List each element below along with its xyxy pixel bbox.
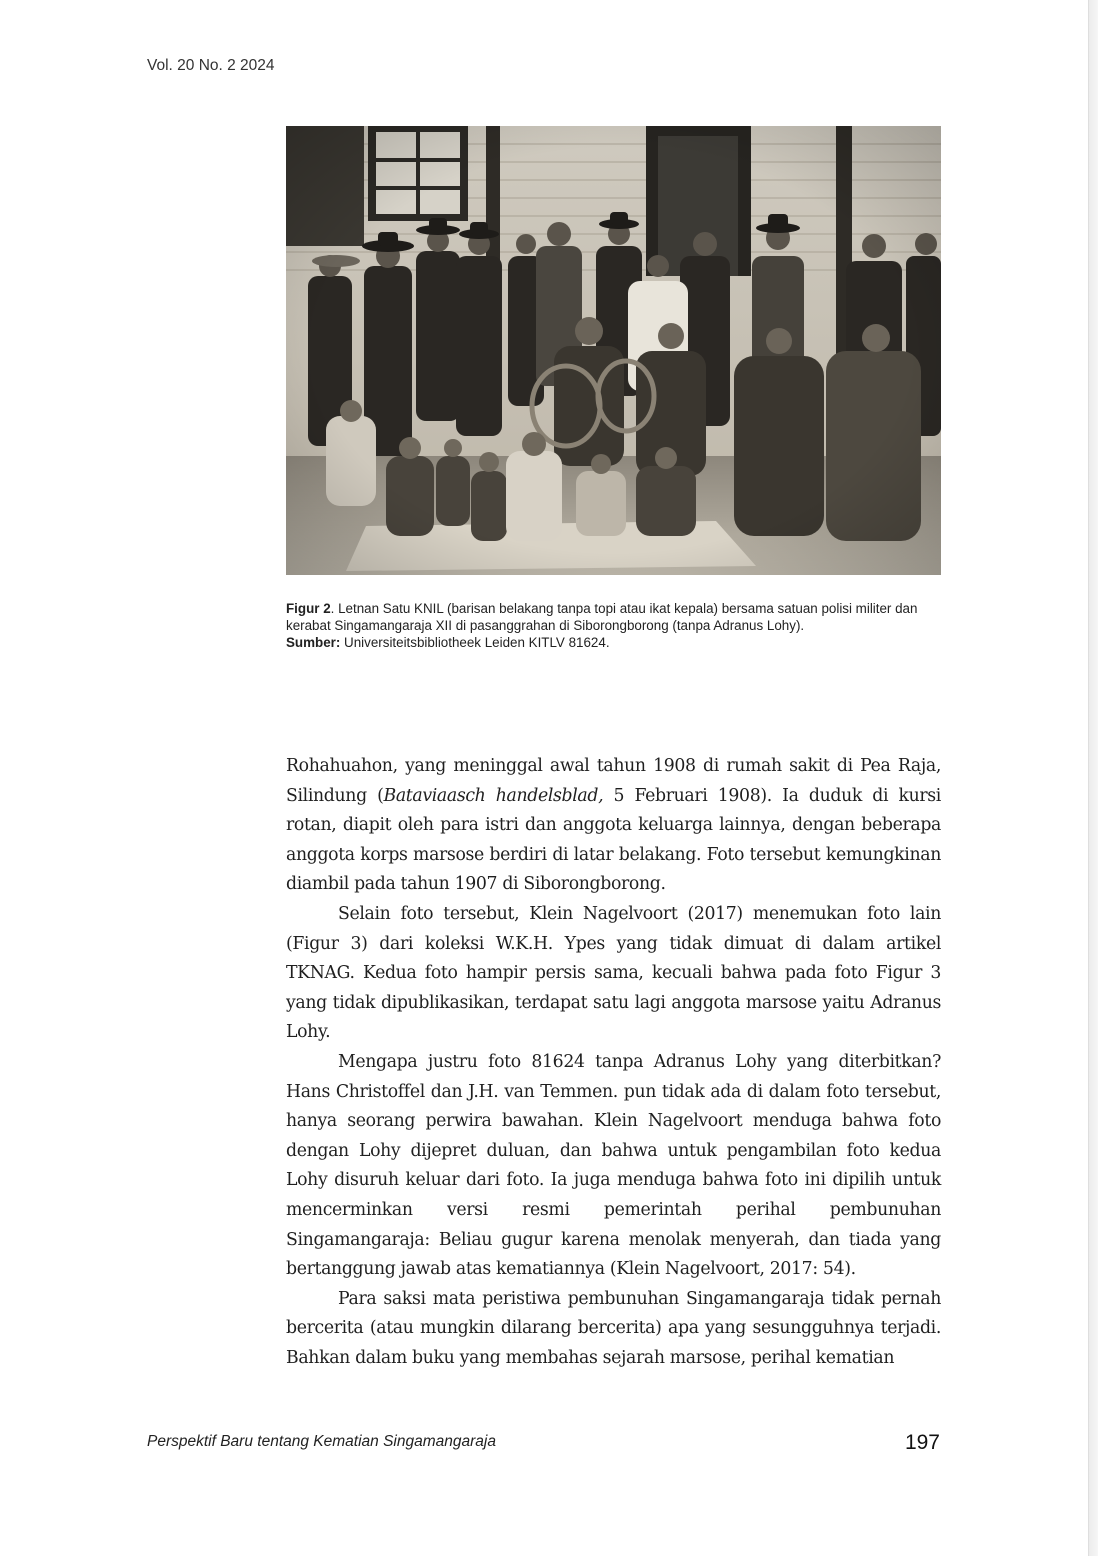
source-text: Universiteitsbibliotheek Leiden KITLV 81624. — [340, 635, 610, 650]
paragraph-1-text-a: Rohahuahon, yang meninggal awal tahun 1908 di rumah sakit di Pea Raja, Silindung ( — [286, 756, 941, 806]
newspaper-title: Bataviaasch handelsblad, — [383, 785, 604, 806]
figure-caption-text: . Letnan Satu KNIL (barisan belakang tanpa topi atau ikat kepala) bersama satuan polisi militer dan kerabat Singamangaraja XII di pasanggrahan di Siborongborong (tanpa Adranus Lohy). — [286, 601, 918, 633]
figure-label: Figur 2 — [286, 601, 331, 616]
running-footer: Perspektif Baru tentang Kematian Singamangaraja — [147, 1433, 496, 1450]
running-header: Vol. 20 No. 2 2024 — [147, 57, 275, 74]
figure-caption — [286, 600, 946, 651]
paragraph-2: Selain foto tersebut, Klein Nagelvoort (2017) menemukan foto lain (Figur 3) dari koleksi W.K.H. Ypes yang tidak dimuat di dalam artikel TKNAG. Kedua foto hampir persis sama, kecuali bahwa pada foto Figur 3 yang tidak dipublikasikan, terdapat satu lagi anggota marsose yaitu Adranus Lohy. — [286, 903, 941, 1043]
paragraph-4: Para saksi mata peristiwa pembunuhan Singamangaraja tidak pernah bercerita (atau mungkin dilarang bercerita) apa yang sesungguhnya terjadi. Bahkan dalam buku yang membahas sejarah marsose, perihal kematian — [286, 1288, 941, 1368]
paragraph-3: Mengapa justru foto 81624 tanpa Adranus Lohy yang diterbitkan? Hans Christoffel dan J.H. van Temmen. pun tidak ada di dalam foto tersebut, hanya seorang perwira bawahan. Klein Nagelvoort menduga bahwa foto dengan Lohy dijepret duluan, dan bahwa untuk pengambilan foto kedua Lohy disuruh keluar dari foto. Ia juga menduga bahwa foto ini dipilih untuk mencerminkan versi resmi pemerintah perihal pembunuhan Singamangaraja: Beliau gugur karena menolak menyerah, dan tiada yang bertanggung jawab atas kematiannya (Klein Nagelvoort, 2017: 54). — [286, 1051, 941, 1280]
page-number: 197 — [904, 1431, 940, 1454]
source-label: Sumber: — [286, 635, 341, 650]
paragraph-1-text-b: 5 Februari 1908). Ia duduk di kursi rotan, diapit oleh para istri dan anggota keluarga lainnya, dengan beberapa anggota korps marsose berdiri di latar belakang. Foto tersebut kemungkinan diambil pada tahun 1907 di Siborongborong. — [286, 785, 941, 895]
paragraph-1 — [286, 752, 941, 900]
body-text — [286, 752, 941, 1373]
page-edge — [1088, 0, 1098, 1556]
historical-group-photo — [286, 126, 941, 575]
